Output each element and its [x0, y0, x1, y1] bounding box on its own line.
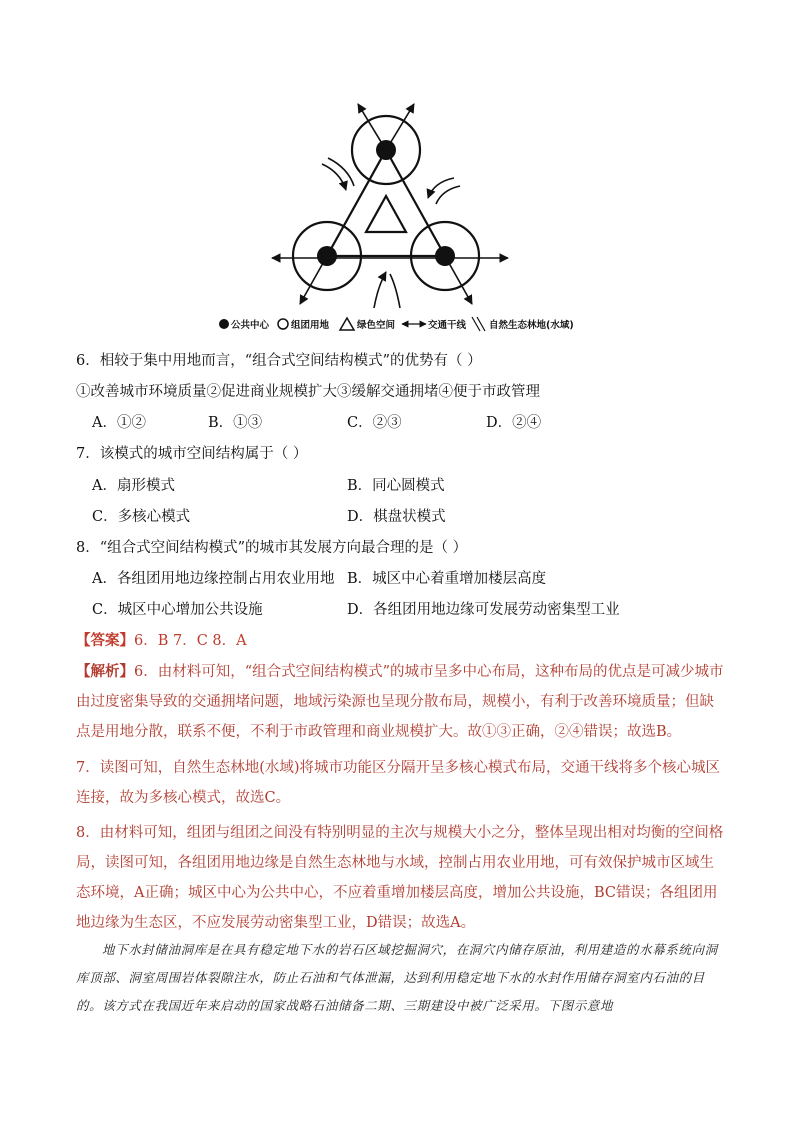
q7-stem: 7．该模式的城市空间结构属于（ ） — [76, 446, 308, 462]
q6-option-d: D．②④ — [486, 415, 542, 431]
q8-option-b: B．城区中心着重增加楼层高度 — [347, 571, 547, 587]
legend-transport-trunk: 交通干线 — [428, 320, 467, 331]
q7-option-c: C．多核心模式 — [92, 509, 191, 525]
legend-natural-forest: 自然生态林地(水域) — [489, 320, 574, 331]
transport-triangle — [327, 150, 445, 256]
q8-stem: 8．“组合式空间结构模式”的城市其发展方向最合理的是（ ） — [76, 540, 468, 556]
analysis-q6 — [76, 657, 724, 747]
legend-green-space: 绿色空间 — [357, 320, 396, 331]
green-space-triangle — [366, 196, 406, 232]
q8-option-a: A．各组团用地边缘控制占用农业用地 — [92, 571, 335, 587]
analysis-q7: 7．读图可知，自然生态林地(水域)将城市功能区分隔开呈多核心模式布局，交通干线将多个核心城区连接，故为多核心模式，故选C。 — [76, 760, 721, 806]
legend-public-center: 公共中心 — [231, 320, 270, 331]
q6-option-c: C．②③ — [347, 415, 402, 431]
q7-option-d: D．棋盘状模式 — [347, 509, 446, 525]
q6-option-b: B．①③ — [208, 415, 263, 431]
q6-statements: ①改善城市环境质量②促进商业规模扩大③缓解交通拥堵④便于市政管理 — [76, 384, 540, 400]
legend-cluster-land: 组团用地 — [291, 320, 330, 331]
answer-label: 【答案】 — [76, 632, 134, 649]
analysis-label: 【解析】 — [76, 663, 134, 680]
analysis-q8: 8．由材料可知，组团与组团之间没有特别明显的主次与规模大小之分，整体呈现出相对均衡的空间格局，读图可知，各组团用地边缘是自然生态林地与水域，控制占用农业用地，可有效保护城市区域生态环境，A正确；城区中心为公共中心，不应着重增加楼层高度，增加公共设施，BC错误；各组团用地边缘为生态区，不应发展劳动密集型工业，D错误；故选A。 — [76, 825, 724, 931]
q8-option-d: D．各组团用地边缘可发展劳动密集型工业 — [347, 602, 620, 618]
urban-structure-diagram — [214, 98, 594, 334]
analysis-q6-text: 6．由材料可知，“组合式空间结构模式”的城市呈多中心布局，这种布局的优点是可减少城市由过度密集导致的交通拥堵问题，地域污染源也呈现分散布局，规模小，有利于改善环境质量；但缺点是用地分散，联系不便，不利于市政管理和商业规模扩大。故①③正确，②④错误；故选B。 — [76, 664, 724, 740]
q7-option-a: A．扇形模式 — [92, 478, 175, 494]
q8-option-c: C．城区中心增加公共设施 — [92, 602, 263, 618]
answer-line — [76, 631, 247, 651]
q6-option-a: A．①② — [92, 415, 146, 431]
q7-option-b: B．同心圆模式 — [347, 478, 445, 494]
q6-stem: 6．相较于集中用地而言，“组合式空间结构模式”的优势有（ ） — [76, 353, 482, 369]
answer-text: 6．B 7．C 8．A — [134, 633, 247, 649]
material-paragraph: 地下水封储油洞库是在具有稳定地下水的岩石区域挖掘洞穴，在洞穴内储存原油，利用建造的水幕系统向洞库顶部、洞室周围岩体裂隙注水，防止石油和气体泄漏，达到利用稳定地下水的水封作用储存洞室内石油的目的。该方式在我国近年来启动的国家战略石油储备二期、三期建设中被广泛采用。下图示意地 — [76, 942, 718, 1013]
